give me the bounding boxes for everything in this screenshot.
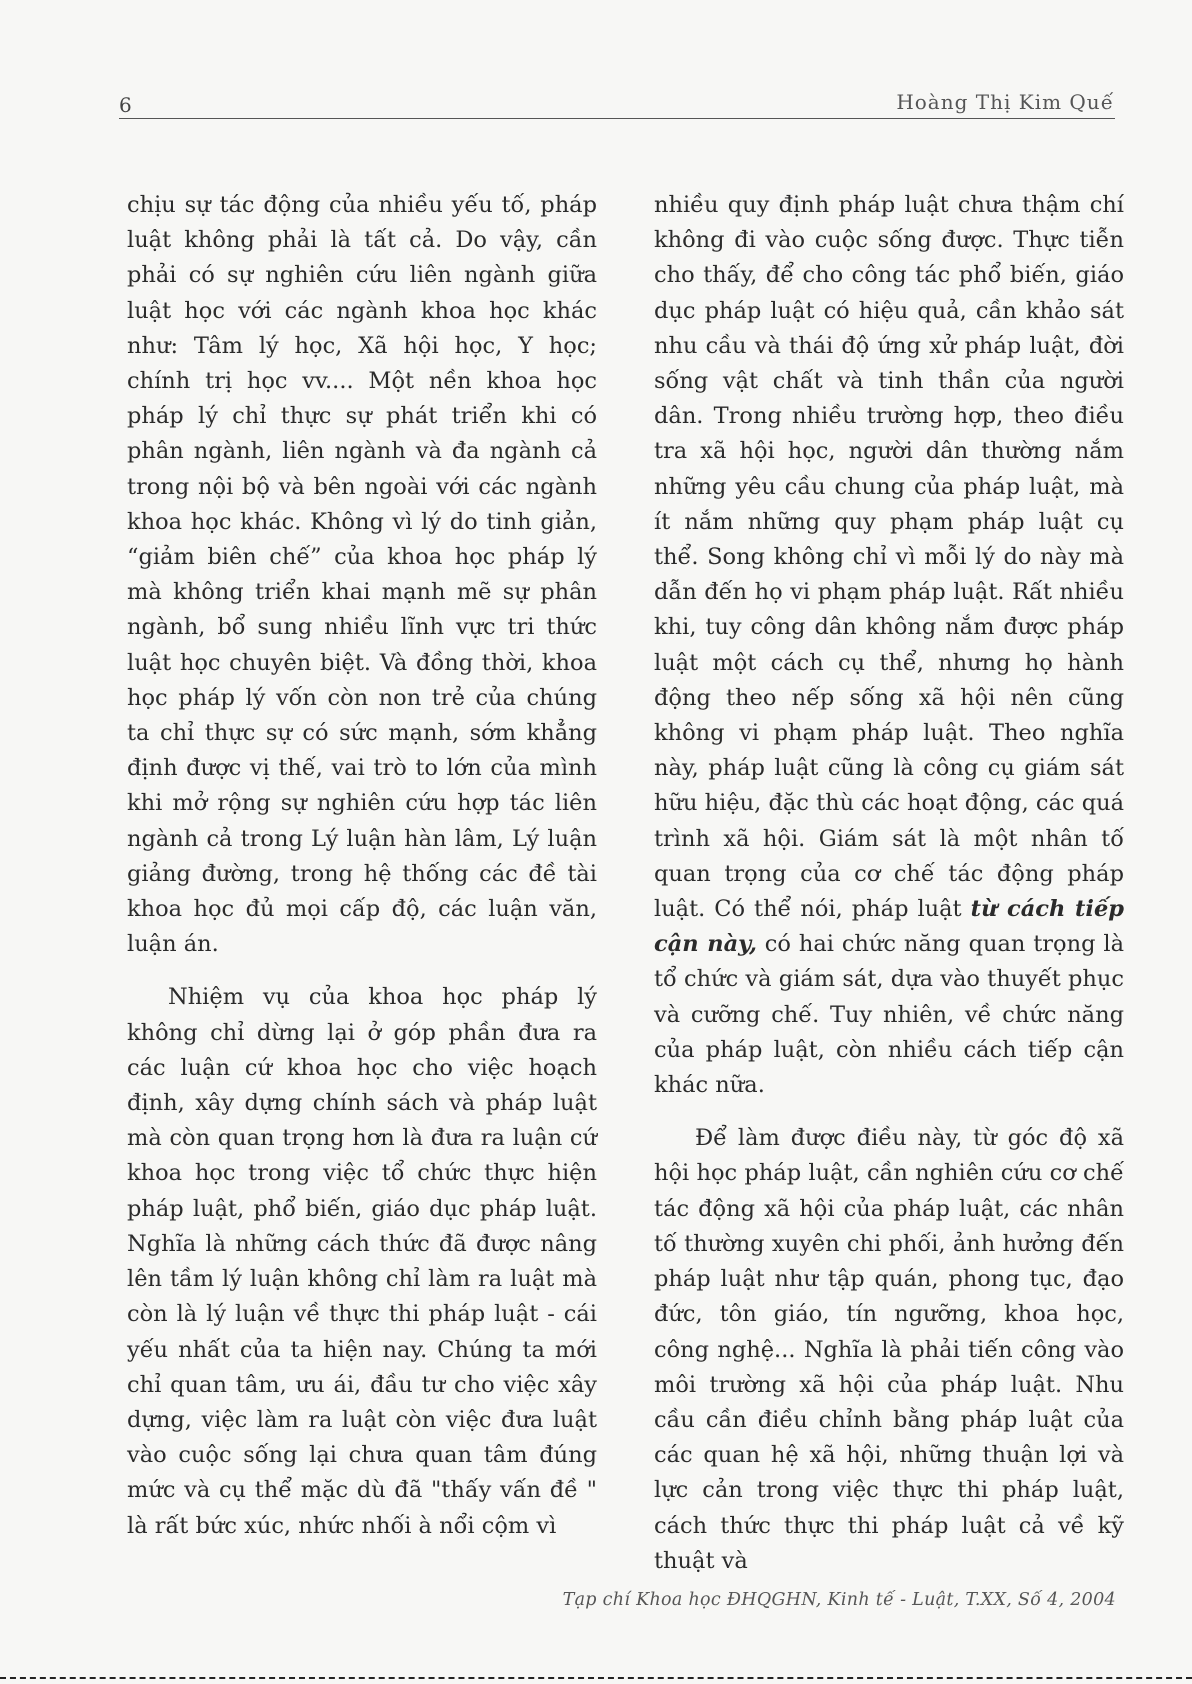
right-paragraph-1-tail: có hai chức năng quan trọng là tổ chức và giám sát, dựa vào thuyết phục và cưỡng chế. Tuy nhiên, về chức năng của pháp luật, còn nhiều cách tiếp cận khác nữa. (654, 931, 1124, 1099)
bottom-scan-mark (0, 1677, 1192, 1683)
journal-footer: Tạp chí Khoa học ĐHQGHN, Kinh tế - Luật, T.XX, Số 4, 2004 (562, 1590, 1116, 1610)
left-paragraph-2: Nhiệm vụ của khoa học pháp lý không chỉ dừng lại ở góp phần đưa ra các luận cứ khoa học cho việc hoạch định, xây dựng chính sách và pháp luật mà còn quan trọng hơn là đưa ra luận cứ khoa học trong việc tổ chức thực hiện pháp luật, phổ biến, giáo dục pháp luật. Nghĩa là những cách thức đã được nâng lên tầm lý luận không chỉ làm ra luật mà còn là lý luận về thực thi pháp luật - cái yếu nhất của ta hiện nay. Chúng ta mới chỉ quan tâm, ưu ái, đầu tư cho việc xây dựng, việc làm ra luật còn việc đưa luật vào cuộc sống lại chưa quan tâm đúng mức và cụ thể mặc dù đã "thấy vấn đề " là rất bức xúc, nhức nhối à nổi cộm vì (127, 984, 597, 1539)
right-paragraph-1-text: nhiều quy định pháp luật chưa thậm chí không đi vào cuộc sống được. Thực tiễn cho thấy, để cho công tác phổ biến, giáo dục pháp luật có hiệu quả, cần khảo sát nhu cầu và thái độ ứng xử pháp luật, đời sống vật chất và tinh thần của người dân. Trong nhiều trường hợp, theo điều tra xã hội học, người dân thường nắm những yêu cầu chung của pháp luật, mà ít nắm những quy phạm pháp luật cụ thể. Song không chỉ vì mỗi lý do này mà dẫn đến họ vi phạm pháp luật. Rất nhiều khi, tuy công dân không nắm được pháp luật một cách cụ thể, nhưng họ hành động theo nếp sống xã hội nên cũng không vi phạm pháp luật. Theo nghĩa này, pháp luật cũng là công cụ giám sát hữu hiệu, đặc thù các hoạt động, các quá trình xã hội. Giám sát là một nhân tố quan trọng của cơ chế tác động pháp luật. Có thể nói, pháp luật (654, 192, 1124, 923)
running-head: Hoàng Thị Kim Quế (896, 90, 1114, 114)
left-paragraph-1: chịu sự tác động của nhiều yếu tố, pháp luật không phải là tất cả. Do vậy, cần phải có sự nghiên cứu liên ngành giữa luật học với các ngành khoa học khác như: Tâm lý học, Xã hội học, Y học; chính trị học vv.... Một nền khoa học pháp lý chỉ thực sự phát triển khi có phân ngành, liên ngành và đa ngành cả trong nội bộ và bên ngoài với các ngành khoa học khác. Không vì lý do tinh giản, “giảm biên chế” của khoa học pháp lý mà không triển khai mạnh mẽ sự phân ngành, bổ sung nhiều lĩnh vực tri thức luật học chuyên biệt. Và đồng thời, khoa học pháp lý vốn còn non trẻ của chúng ta chỉ thực sự có sức mạnh, sớm khẳng định được vị thế, vai trò to lớn của mình khi mở rộng sự nghiên cứu hợp tác liên ngành cả trong Lý luận hàn lâm, Lý luận giảng đường, trong hệ thống các đề tài khoa học đủ mọi cấp độ, các luận văn, luận án. (127, 192, 597, 958)
emphasized-phrase: từ cách tiếp cận này, (654, 896, 1124, 958)
right-paragraph-1 (654, 188, 1124, 1103)
right-paragraph-2: Để làm được điều này, từ góc độ xã hội học pháp luật, cần nghiên cứu cơ chế tác động xã hội của pháp luật, các nhân tố thường xuyên chi phối, ảnh hưởng đến pháp luật như tập quán, phong tục, đạo đức, tôn giáo, tín ngưỡng, khoa học, công nghệ... Nghĩa là phải tiến công vào môi trường xã hội của pháp luật. Nhu cầu cần điều chỉnh bằng pháp luật của các quan hệ xã hội, những thuận lợi và lực cản trong việc thực thi pháp luật, cách thức thực thi pháp luật cả về kỹ thuật và (654, 1125, 1124, 1574)
right-column (654, 188, 1124, 1579)
header-rule (119, 118, 1115, 119)
page-number: 6 (119, 93, 132, 117)
left-column (127, 188, 597, 1544)
